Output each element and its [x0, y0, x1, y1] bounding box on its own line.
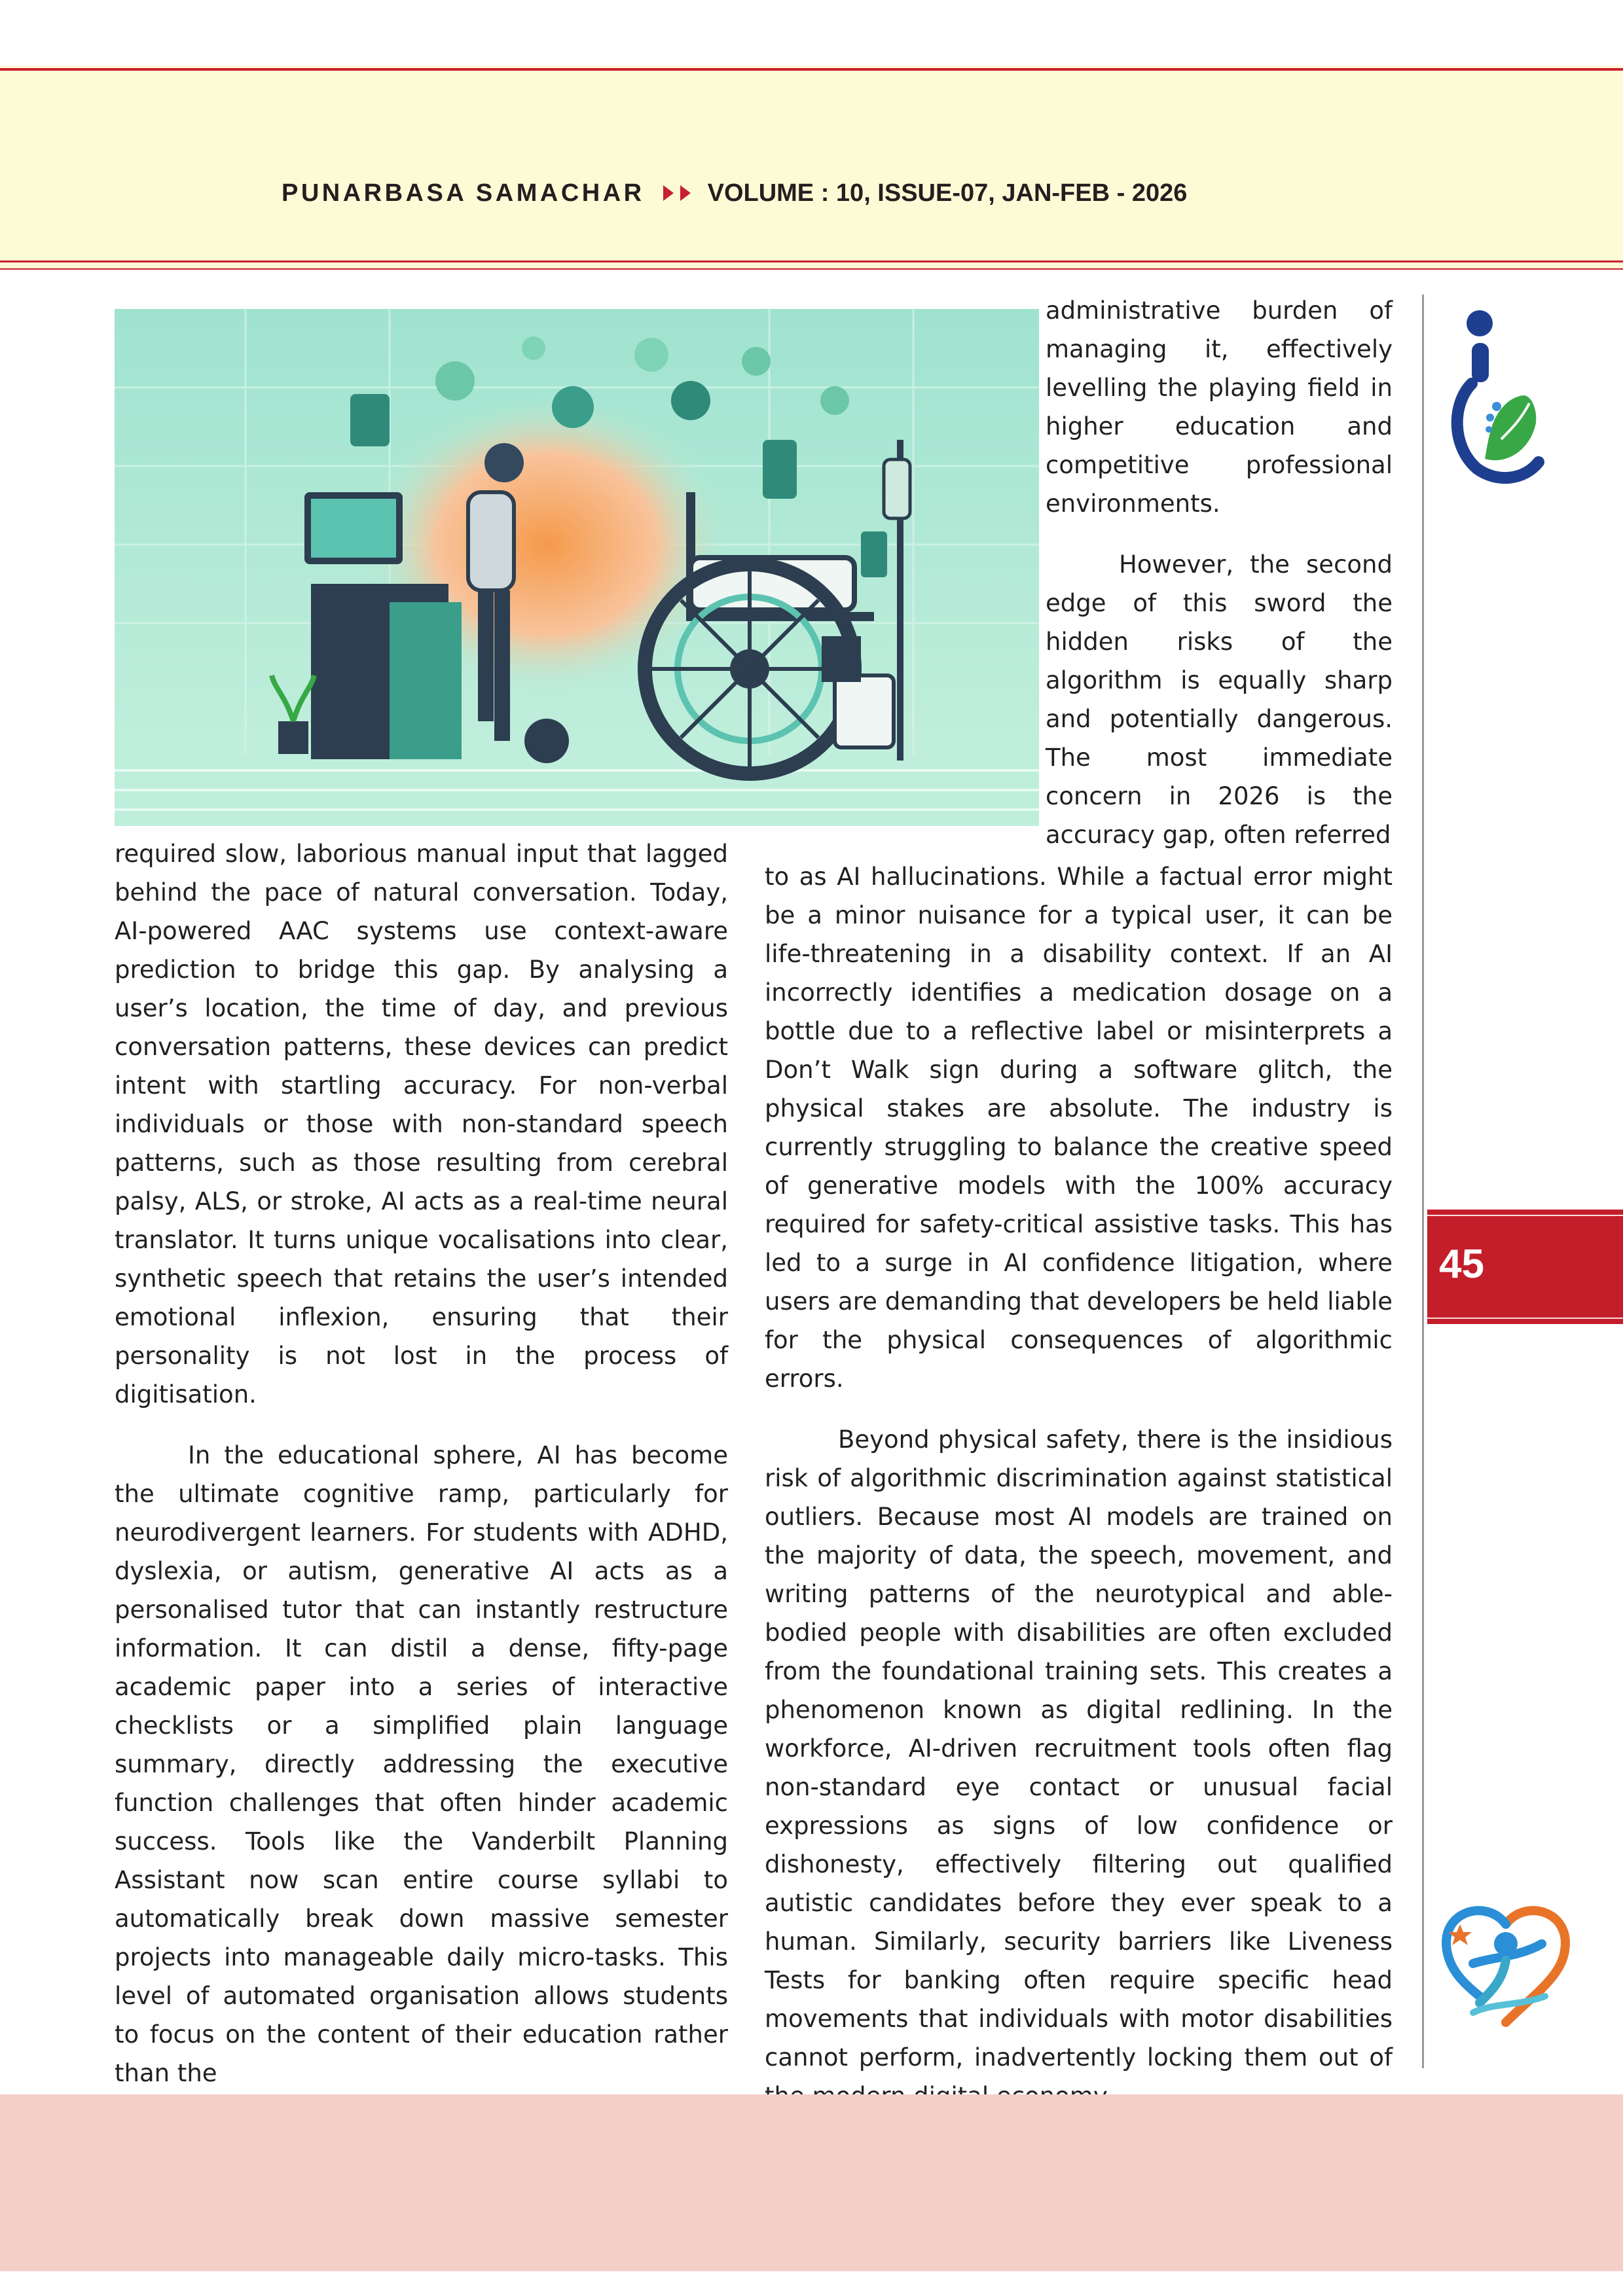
article-text-left-column [115, 834, 728, 2092]
paragraph: to as AI hallucinations. While a factual error might be a minor nuisance for a typical user, it can be life-threatening in a disability context. If an AI incorrectly identifies a medication dosage on a bottle due to a reflective label or misinterprets a Don’t Walk sign during a software glitch, the physical stakes are absolute. The industry is currently struggling to balance the creative speed of generative models with the 100% accuracy required for safety-critical assistive tasks. This has led to a surge in AI confidence litigation, where users are demanding that developers be held liable for the physical consequences of algorithmic errors. [765, 863, 1393, 1393]
running-header [282, 175, 1187, 211]
volume-issue: VOLUME : 10, ISSUE-07, JAN-FEB - 2026 [707, 179, 1188, 207]
disability-logo-icon [1446, 305, 1550, 495]
page-number: 45 [1439, 1242, 1484, 1287]
tab-line [1427, 1318, 1623, 1319]
paragraph: In the educational sphere, AI has become the ultimate cognitive ramp, particularly for neurodivergent learners. For students with ADHD, dyslexia, or autism, generative AI acts as a personalised tutor that can instantly restructure information. It can distil a dense, fifty-page academic paper into a series of interactive checklists or a simplified plain language summary, directly addressing the executive function challenges that often hinder academic success. Tools like the Vanderbilt Planning Assistant now scan entire course syllabi to automatically break down massive semester projects into manageable daily micro-tasks. This level of automated organisation allows students to focus on the content of their education rather than the [115, 1441, 728, 2087]
header-rule-bottom [0, 260, 1623, 262]
paragraph: However, the second edge of this sword the hidden risks of the algorithm is equally sharp and potentially dangerous. The most immediate concern in 2026 is the accuracy gap, often referred [1046, 550, 1393, 849]
triangle-right-icon [680, 185, 691, 201]
footer-band [0, 2094, 1623, 2271]
paragraph: Beyond physical safety, there is the insidious risk of algorithmic discrimination against statistical outliers. Because most AI models are trained on the majority of data, the speech, movement, and writing patterns of the neurotypical and able-bodied people with disabilities are often excluded from the foundational training sets. This creates a phenomenon known as digital redlining. In the workforce, AI-driven recruitment tools often flag non-standard eye contact or unusual facial expressions as signs of low confidence or dishonesty, effectively filtering out qualified autistic candidates before they ever speak to a human. Similarly, security barriers like Liveness Tests for banking often require specific head movements that individuals with motor disabilities cannot perform, inadvertently locking them out of [765, 1426, 1393, 2072]
header-band [0, 65, 1623, 268]
margin-rule [1422, 295, 1424, 2068]
inclusion-logo-icon [1434, 1898, 1578, 2029]
header-rule-top [0, 68, 1623, 71]
triangle-right-icon [663, 185, 674, 201]
header-rule-bottom-thin [0, 268, 1623, 270]
paragraph: administrative burden of managing it, effectively levelling the playing field in higher education and competitive professional environments. [1046, 296, 1393, 518]
header-arrows [663, 185, 691, 201]
article-text-right-column [765, 857, 1393, 2115]
article-text-right-top [1046, 291, 1393, 854]
tab-line [1427, 1215, 1623, 1216]
publication-name: PUNARBASA SAMACHAR [282, 179, 645, 207]
ai-wheelchair-illustration [115, 309, 1039, 826]
paragraph: required slow, laborious manual input that lagged behind the pace of natural conversation. Today, AI-powered AAC systems use context-aware prediction to bridge this gap. By analysing a user’s location, the time of day, and previous conversation patterns, these devices can predict intent with startling accuracy. For non-verbal individuals or those with non-standard speech patterns, such as those resulting from cerebral palsy, ALS, or stroke, AI acts as a real-time neural translator. It turns unique vocalisations into clear, synthetic speech that retains the user’s intended emotional inflexion, ensuring that their personality is not lost in the process of digitisation. [115, 840, 728, 1408]
